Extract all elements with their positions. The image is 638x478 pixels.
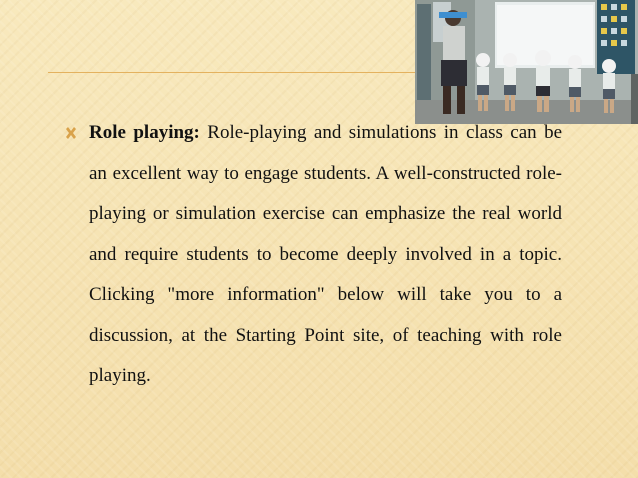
title-accent-line [48, 72, 418, 73]
bullet-lead: Role playing: [89, 122, 200, 143]
classroom-photo [415, 0, 638, 124]
bullet-text [89, 113, 562, 397]
bullet-body: Role-playing and simulations in class can be an excellent way to engage students. A well-constructed role-playing or simulation exercise can emphasize the real world and require students to become deeply involved in a topic. Clicking "more information" below will take you to a discussion, at the Starting Point site, of teaching with role playing. [89, 122, 563, 386]
x-mark-bullet-icon [64, 126, 78, 140]
